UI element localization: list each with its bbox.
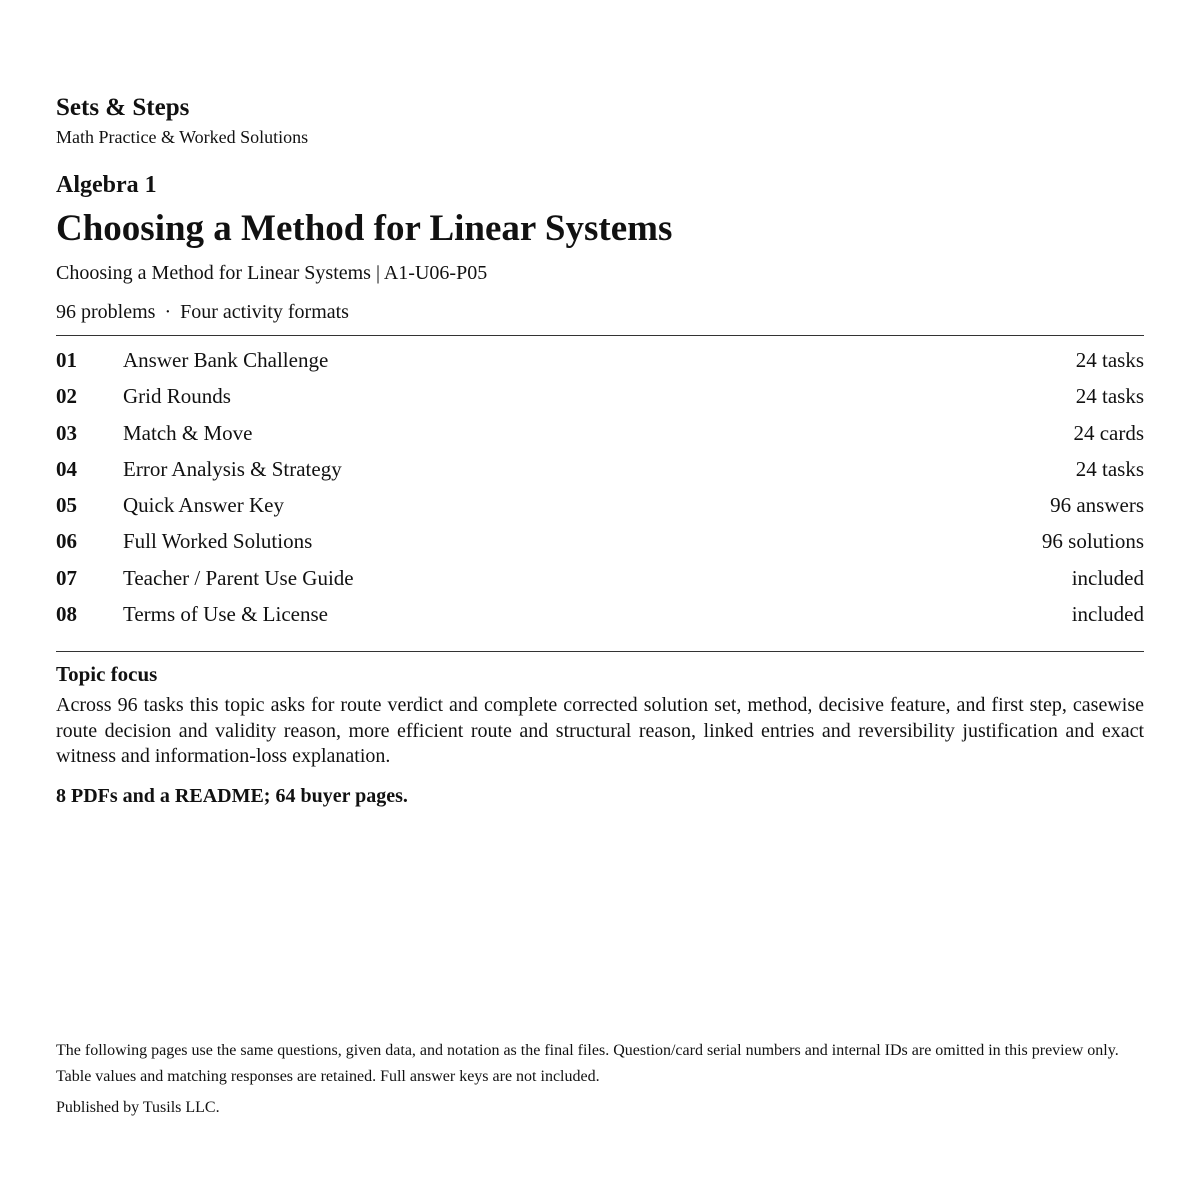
contents-count: included	[1071, 602, 1144, 627]
package-summary: 8 PDFs and a README; 64 buyer pages.	[56, 785, 408, 807]
problem-count: 96 problems	[56, 301, 156, 323]
preview-note: The following pages use the same questions, given data, and notation as the final files. Question/card serial numbers and internal IDs are omitted in this preview only. Table values and matching responses are retained. Full answer keys are not included.	[56, 1042, 1119, 1085]
contents-label: Answer Bank Challenge	[123, 348, 329, 372]
product-meta	[56, 298, 349, 326]
contents-count: 96 solutions	[1041, 529, 1144, 554]
contents-number: 02	[56, 384, 77, 409]
brand-tagline: Math Practice & Worked Solutions	[56, 127, 309, 147]
contents-count: 24 tasks	[1075, 384, 1144, 409]
divider-top	[56, 335, 1144, 336]
contents-row	[56, 451, 1144, 487]
contents-number: 03	[56, 420, 77, 445]
contents-count: 24 cards	[1073, 420, 1144, 445]
contents-count: 24 tasks	[1075, 348, 1144, 372]
document-page	[56, 0, 1144, 1200]
contents-row	[56, 596, 1144, 632]
page-title: Choosing a Method for Linear Systems	[56, 208, 673, 249]
contents-row	[56, 378, 1144, 414]
course-name: Algebra 1	[56, 172, 157, 198]
contents-row	[56, 523, 1144, 559]
contents-label: Teacher / Parent Use Guide	[123, 565, 354, 590]
divider-bottom	[56, 651, 1144, 652]
contents-label: Grid Rounds	[123, 384, 231, 409]
contents-number: 04	[56, 456, 77, 481]
contents-label: Full Worked Solutions	[123, 529, 313, 554]
contents-count: 24 tasks	[1075, 456, 1144, 481]
publisher-line: Published by Tusils LLC.	[56, 1099, 220, 1116]
contents-count: 96 answers	[1050, 493, 1144, 518]
contents-number: 01	[56, 348, 77, 372]
activity-formats: Four activity formats	[180, 301, 349, 323]
contents-list	[56, 342, 1144, 632]
contents-label: Quick Answer Key	[123, 493, 284, 518]
page-subtitle: Choosing a Method for Linear Systems | A1-U06-P05	[56, 262, 488, 284]
contents-number: 07	[56, 565, 77, 590]
meta-separator: ·	[164, 301, 172, 323]
contents-row	[56, 560, 1144, 596]
contents-label: Match & Move	[123, 420, 253, 445]
contents-label: Terms of Use & License	[123, 602, 328, 627]
contents-row	[56, 487, 1144, 523]
brand-name: Sets & Steps	[56, 94, 190, 121]
contents-number: 05	[56, 493, 77, 518]
contents-row	[56, 342, 1144, 378]
topic-focus-body: Across 96 tasks this topic asks for route verdict and complete corrected solution set, method, decisive feature, and first step, casewise route decision and validity reason, more efficient route and structural reason, linked entries and reversibility justification and exact witness and information-loss explanation.	[56, 694, 1144, 767]
topic-focus-heading: Topic focus	[56, 662, 158, 686]
contents-label: Error Analysis & Strategy	[123, 456, 342, 481]
contents-number: 06	[56, 529, 77, 554]
contents-row	[56, 415, 1144, 451]
contents-count: included	[1071, 565, 1144, 590]
contents-number: 08	[56, 602, 77, 627]
